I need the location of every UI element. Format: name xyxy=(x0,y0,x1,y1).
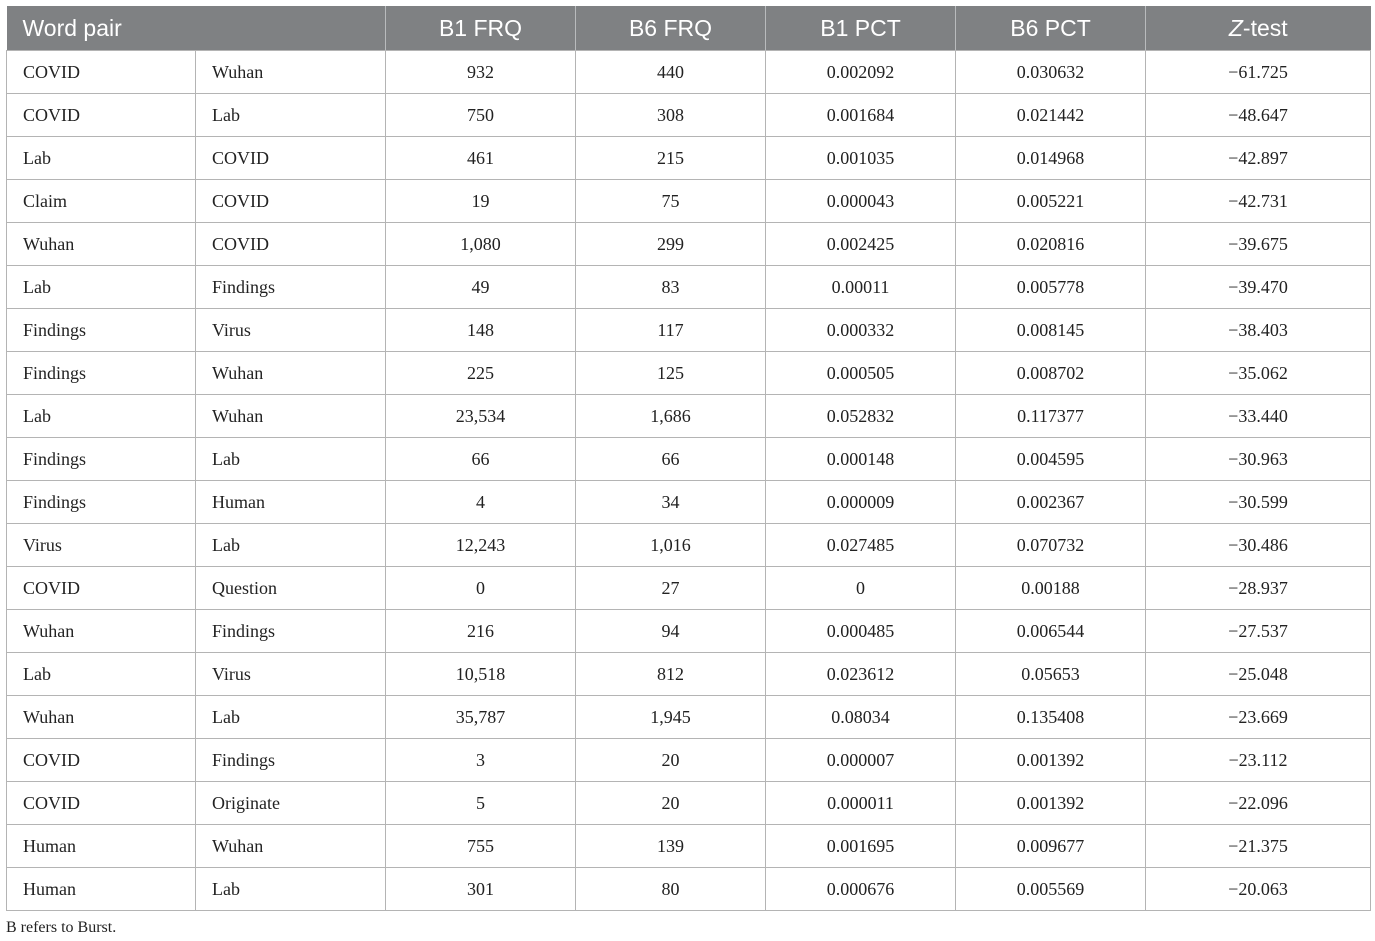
b1-frq-cell: 932 xyxy=(386,51,576,94)
b1-frq-cell: 148 xyxy=(386,309,576,352)
header-b6-frq: B6 FRQ xyxy=(576,6,766,51)
b6-frq-cell: 308 xyxy=(576,94,766,137)
b6-frq-cell: 1,686 xyxy=(576,395,766,438)
b1-pct-cell: 0.000332 xyxy=(766,309,956,352)
b1-pct-cell: 0.000007 xyxy=(766,739,956,782)
b1-pct-cell: 0.00011 xyxy=(766,266,956,309)
word-2-cell: COVID xyxy=(196,180,386,223)
b6-pct-cell: 0.021442 xyxy=(956,94,1146,137)
word-1-cell: Wuhan xyxy=(7,696,196,739)
word-2-cell: Lab xyxy=(196,868,386,911)
b6-pct-cell: 0.001392 xyxy=(956,782,1146,825)
table-row xyxy=(7,352,1371,395)
b1-frq-cell: 10,518 xyxy=(386,653,576,696)
word-1-cell: Human xyxy=(7,868,196,911)
z-test-cell: −61.725 xyxy=(1146,51,1371,94)
b1-frq-cell: 23,534 xyxy=(386,395,576,438)
z-test-cell: −30.599 xyxy=(1146,481,1371,524)
word-1-cell: Virus xyxy=(7,524,196,567)
z-test-cell: −30.486 xyxy=(1146,524,1371,567)
word-1-cell: Findings xyxy=(7,438,196,481)
b6-pct-cell: 0.009677 xyxy=(956,825,1146,868)
b1-pct-cell: 0.000485 xyxy=(766,610,956,653)
table-row xyxy=(7,782,1371,825)
b6-pct-cell: 0.070732 xyxy=(956,524,1146,567)
z-test-cell: −33.440 xyxy=(1146,395,1371,438)
word-2-cell: Lab xyxy=(196,524,386,567)
b1-frq-cell: 301 xyxy=(386,868,576,911)
word-1-cell: Lab xyxy=(7,653,196,696)
b6-frq-cell: 94 xyxy=(576,610,766,653)
table-row xyxy=(7,94,1371,137)
word-2-cell: Findings xyxy=(196,610,386,653)
b1-frq-cell: 0 xyxy=(386,567,576,610)
z-test-cell: −38.403 xyxy=(1146,309,1371,352)
b6-frq-cell: 299 xyxy=(576,223,766,266)
b1-frq-cell: 66 xyxy=(386,438,576,481)
b6-frq-cell: 66 xyxy=(576,438,766,481)
word-1-cell: Wuhan xyxy=(7,610,196,653)
z-test-cell: −30.963 xyxy=(1146,438,1371,481)
b6-pct-cell: 0.005778 xyxy=(956,266,1146,309)
table-row xyxy=(7,395,1371,438)
word-2-cell: Question xyxy=(196,567,386,610)
word-2-cell: Human xyxy=(196,481,386,524)
table-row xyxy=(7,180,1371,223)
b6-frq-cell: 812 xyxy=(576,653,766,696)
b6-frq-cell: 125 xyxy=(576,352,766,395)
b6-pct-cell: 0.117377 xyxy=(956,395,1146,438)
b6-frq-cell: 215 xyxy=(576,137,766,180)
b6-frq-cell: 139 xyxy=(576,825,766,868)
b6-frq-cell: 27 xyxy=(576,567,766,610)
b1-frq-cell: 35,787 xyxy=(386,696,576,739)
word-2-cell: Wuhan xyxy=(196,352,386,395)
b1-frq-cell: 49 xyxy=(386,266,576,309)
table-row xyxy=(7,825,1371,868)
word-1-cell: COVID xyxy=(7,739,196,782)
b6-pct-cell: 0.00188 xyxy=(956,567,1146,610)
word-1-cell: COVID xyxy=(7,567,196,610)
word-2-cell: Virus xyxy=(196,653,386,696)
b6-frq-cell: 80 xyxy=(576,868,766,911)
b6-frq-cell: 1,016 xyxy=(576,524,766,567)
b1-frq-cell: 461 xyxy=(386,137,576,180)
table-row xyxy=(7,309,1371,352)
table-row xyxy=(7,51,1371,94)
b1-pct-cell: 0.08034 xyxy=(766,696,956,739)
word-1-cell: Lab xyxy=(7,137,196,180)
b1-pct-cell: 0.001035 xyxy=(766,137,956,180)
z-test-cell: −28.937 xyxy=(1146,567,1371,610)
table-footnote: B refers to Burst. xyxy=(6,919,117,936)
b6-frq-cell: 20 xyxy=(576,782,766,825)
b1-pct-cell: 0.002425 xyxy=(766,223,956,266)
word-2-cell: Lab xyxy=(196,438,386,481)
table-body xyxy=(7,51,1371,911)
b1-pct-cell: 0.000676 xyxy=(766,868,956,911)
word-1-cell: Findings xyxy=(7,481,196,524)
b6-pct-cell: 0.135408 xyxy=(956,696,1146,739)
b1-frq-cell: 750 xyxy=(386,94,576,137)
b1-pct-cell: 0.002092 xyxy=(766,51,956,94)
b6-frq-cell: 440 xyxy=(576,51,766,94)
b6-pct-cell: 0.030632 xyxy=(956,51,1146,94)
b6-pct-cell: 0.005569 xyxy=(956,868,1146,911)
b1-frq-cell: 4 xyxy=(386,481,576,524)
b6-frq-cell: 34 xyxy=(576,481,766,524)
z-test-cell: −25.048 xyxy=(1146,653,1371,696)
b6-pct-cell: 0.008145 xyxy=(956,309,1146,352)
b6-pct-cell: 0.002367 xyxy=(956,481,1146,524)
b6-pct-cell: 0.020816 xyxy=(956,223,1146,266)
b1-pct-cell: 0.027485 xyxy=(766,524,956,567)
table-row xyxy=(7,610,1371,653)
b1-frq-cell: 755 xyxy=(386,825,576,868)
b6-pct-cell: 0.005221 xyxy=(956,180,1146,223)
b6-pct-cell: 0.006544 xyxy=(956,610,1146,653)
z-test-cell: −42.731 xyxy=(1146,180,1371,223)
table-row xyxy=(7,438,1371,481)
header-z-letter: Z xyxy=(1228,14,1243,41)
table-row xyxy=(7,868,1371,911)
word-2-cell: COVID xyxy=(196,223,386,266)
z-test-cell: −39.470 xyxy=(1146,266,1371,309)
table-header-row xyxy=(7,6,1371,51)
word-2-cell: Wuhan xyxy=(196,395,386,438)
word-1-cell: Lab xyxy=(7,395,196,438)
b1-frq-cell: 12,243 xyxy=(386,524,576,567)
b1-frq-cell: 19 xyxy=(386,180,576,223)
word-1-cell: Human xyxy=(7,825,196,868)
word-1-cell: COVID xyxy=(7,782,196,825)
b6-frq-cell: 75 xyxy=(576,180,766,223)
z-test-cell: −48.647 xyxy=(1146,94,1371,137)
b6-pct-cell: 0.001392 xyxy=(956,739,1146,782)
table-row xyxy=(7,739,1371,782)
z-test-cell: −27.537 xyxy=(1146,610,1371,653)
word-2-cell: Lab xyxy=(196,696,386,739)
b1-frq-cell: 5 xyxy=(386,782,576,825)
word-1-cell: COVID xyxy=(7,51,196,94)
b1-pct-cell: 0.000043 xyxy=(766,180,956,223)
table-row xyxy=(7,481,1371,524)
b1-pct-cell: 0.000148 xyxy=(766,438,956,481)
b1-pct-cell: 0.023612 xyxy=(766,653,956,696)
word-1-cell: Claim xyxy=(7,180,196,223)
header-z-test xyxy=(1146,6,1371,51)
word-1-cell: Wuhan xyxy=(7,223,196,266)
word-2-cell: Findings xyxy=(196,266,386,309)
table-row xyxy=(7,266,1371,309)
word-2-cell: Lab xyxy=(196,94,386,137)
b6-pct-cell: 0.05653 xyxy=(956,653,1146,696)
b1-pct-cell: 0.001684 xyxy=(766,94,956,137)
z-test-cell: −23.669 xyxy=(1146,696,1371,739)
table-row xyxy=(7,653,1371,696)
word-2-cell: Virus xyxy=(196,309,386,352)
word-2-cell: Originate xyxy=(196,782,386,825)
table-row xyxy=(7,696,1371,739)
header-word-pair: Word pair xyxy=(7,6,386,51)
b6-frq-cell: 20 xyxy=(576,739,766,782)
b6-pct-cell: 0.014968 xyxy=(956,137,1146,180)
b6-frq-cell: 117 xyxy=(576,309,766,352)
word-2-cell: COVID xyxy=(196,137,386,180)
b6-frq-cell: 1,945 xyxy=(576,696,766,739)
header-z-suffix: -test xyxy=(1242,14,1288,41)
word-2-cell: Wuhan xyxy=(196,825,386,868)
b6-frq-cell: 83 xyxy=(576,266,766,309)
table-row xyxy=(7,137,1371,180)
z-test-cell: −23.112 xyxy=(1146,739,1371,782)
b1-pct-cell: 0 xyxy=(766,567,956,610)
b1-frq-cell: 216 xyxy=(386,610,576,653)
word-pair-table xyxy=(6,6,1371,911)
table-row xyxy=(7,567,1371,610)
b6-pct-cell: 0.004595 xyxy=(956,438,1146,481)
z-test-cell: −42.897 xyxy=(1146,137,1371,180)
z-test-cell: −20.063 xyxy=(1146,868,1371,911)
header-b6-pct: B6 PCT xyxy=(956,6,1146,51)
b6-pct-cell: 0.008702 xyxy=(956,352,1146,395)
table-container xyxy=(6,6,1370,911)
table-row xyxy=(7,524,1371,567)
b1-pct-cell: 0.052832 xyxy=(766,395,956,438)
z-test-cell: −35.062 xyxy=(1146,352,1371,395)
b1-frq-cell: 225 xyxy=(386,352,576,395)
z-test-cell: −22.096 xyxy=(1146,782,1371,825)
word-2-cell: Wuhan xyxy=(196,51,386,94)
b1-frq-cell: 1,080 xyxy=(386,223,576,266)
b1-pct-cell: 0.000505 xyxy=(766,352,956,395)
word-1-cell: Findings xyxy=(7,352,196,395)
b1-pct-cell: 0.000009 xyxy=(766,481,956,524)
b1-pct-cell: 0.001695 xyxy=(766,825,956,868)
header-b1-pct: B1 PCT xyxy=(766,6,956,51)
z-test-cell: −39.675 xyxy=(1146,223,1371,266)
word-1-cell: Findings xyxy=(7,309,196,352)
table-row xyxy=(7,223,1371,266)
z-test-cell: −21.375 xyxy=(1146,825,1371,868)
word-1-cell: COVID xyxy=(7,94,196,137)
header-b1-frq: B1 FRQ xyxy=(386,6,576,51)
word-2-cell: Findings xyxy=(196,739,386,782)
b1-frq-cell: 3 xyxy=(386,739,576,782)
word-1-cell: Lab xyxy=(7,266,196,309)
b1-pct-cell: 0.000011 xyxy=(766,782,956,825)
